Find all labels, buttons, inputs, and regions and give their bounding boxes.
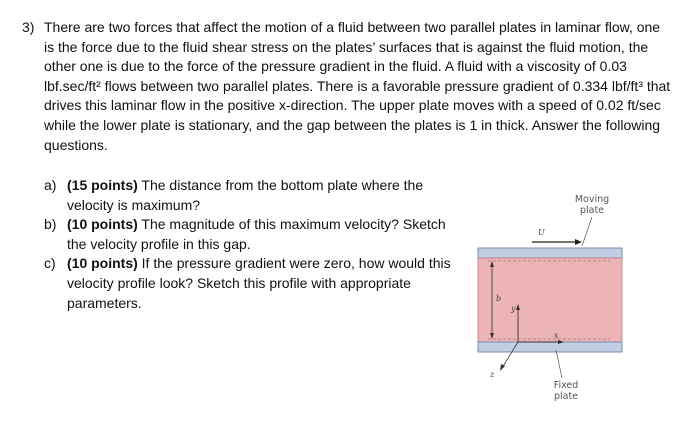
fixed-plate-label-line1: Fixed [553,380,579,391]
fixed-plate-pointer [556,350,562,378]
part-text: The magnitude of this maximum velocity? Sketch the velocity profile in this gap. [67,216,446,252]
z-axis-symbol: z [490,370,495,379]
question-parts [44,176,454,313]
part-label: a) [44,177,57,193]
part-points: (10 points) [67,216,138,233]
fixed-plate-label [546,380,586,402]
parallel-plates-figure [470,188,630,413]
part-c [44,254,454,313]
moving-plate-pointer [582,217,592,246]
moving-plate-label [570,194,614,216]
x-axis-symbol: x [554,331,559,340]
part-label: c) [44,255,56,272]
part-text: If the pressure gradient were zero, how would this velocity profile look? Sketch this profile with appropriate parameters. [67,255,451,311]
part-label: b) [44,216,57,233]
part-points: (10 points) [67,255,138,272]
part-text: The distance from the bottom plate where the velocity is maximum? [67,177,424,213]
moving-plate-label-line1: Moving [574,194,610,205]
velocity-symbol: U [538,228,545,237]
moving-plate-label-line2: plate [579,205,605,216]
fixed-plate [478,342,622,352]
part-a [44,176,454,215]
moving-plate [478,248,622,258]
part-b [44,215,454,254]
velocity-arrowhead [575,239,582,245]
question-number: 3) [22,19,35,35]
part-points: (15 points) [67,177,138,193]
fixed-plate-label-line2: plate [553,391,579,402]
gap-symbol: b [496,294,502,303]
y-axis-symbol: y [511,304,516,313]
question-intro: There are two forces that affect the motion of a fluid between two parallel plates in laminar flow, one is the force due to the fluid shear stress on the plates’ surfaces that is against the fluid motion, the other one is due to the force of the pressure gradient in the fluid. A fluid with a viscosity of 0.03 lbf.sec/ft² flows between two parallel plates. There is a favorable pressure gradient of 0.334 lbf/ft³ that drives this laminar flow in the positive x-direction. The upper plate moves with a speed of 0.02 ft/sec while the lower plate is stationary, and the gap between the plates is 1 in thick. Answer the following questions. [44,19,671,153]
